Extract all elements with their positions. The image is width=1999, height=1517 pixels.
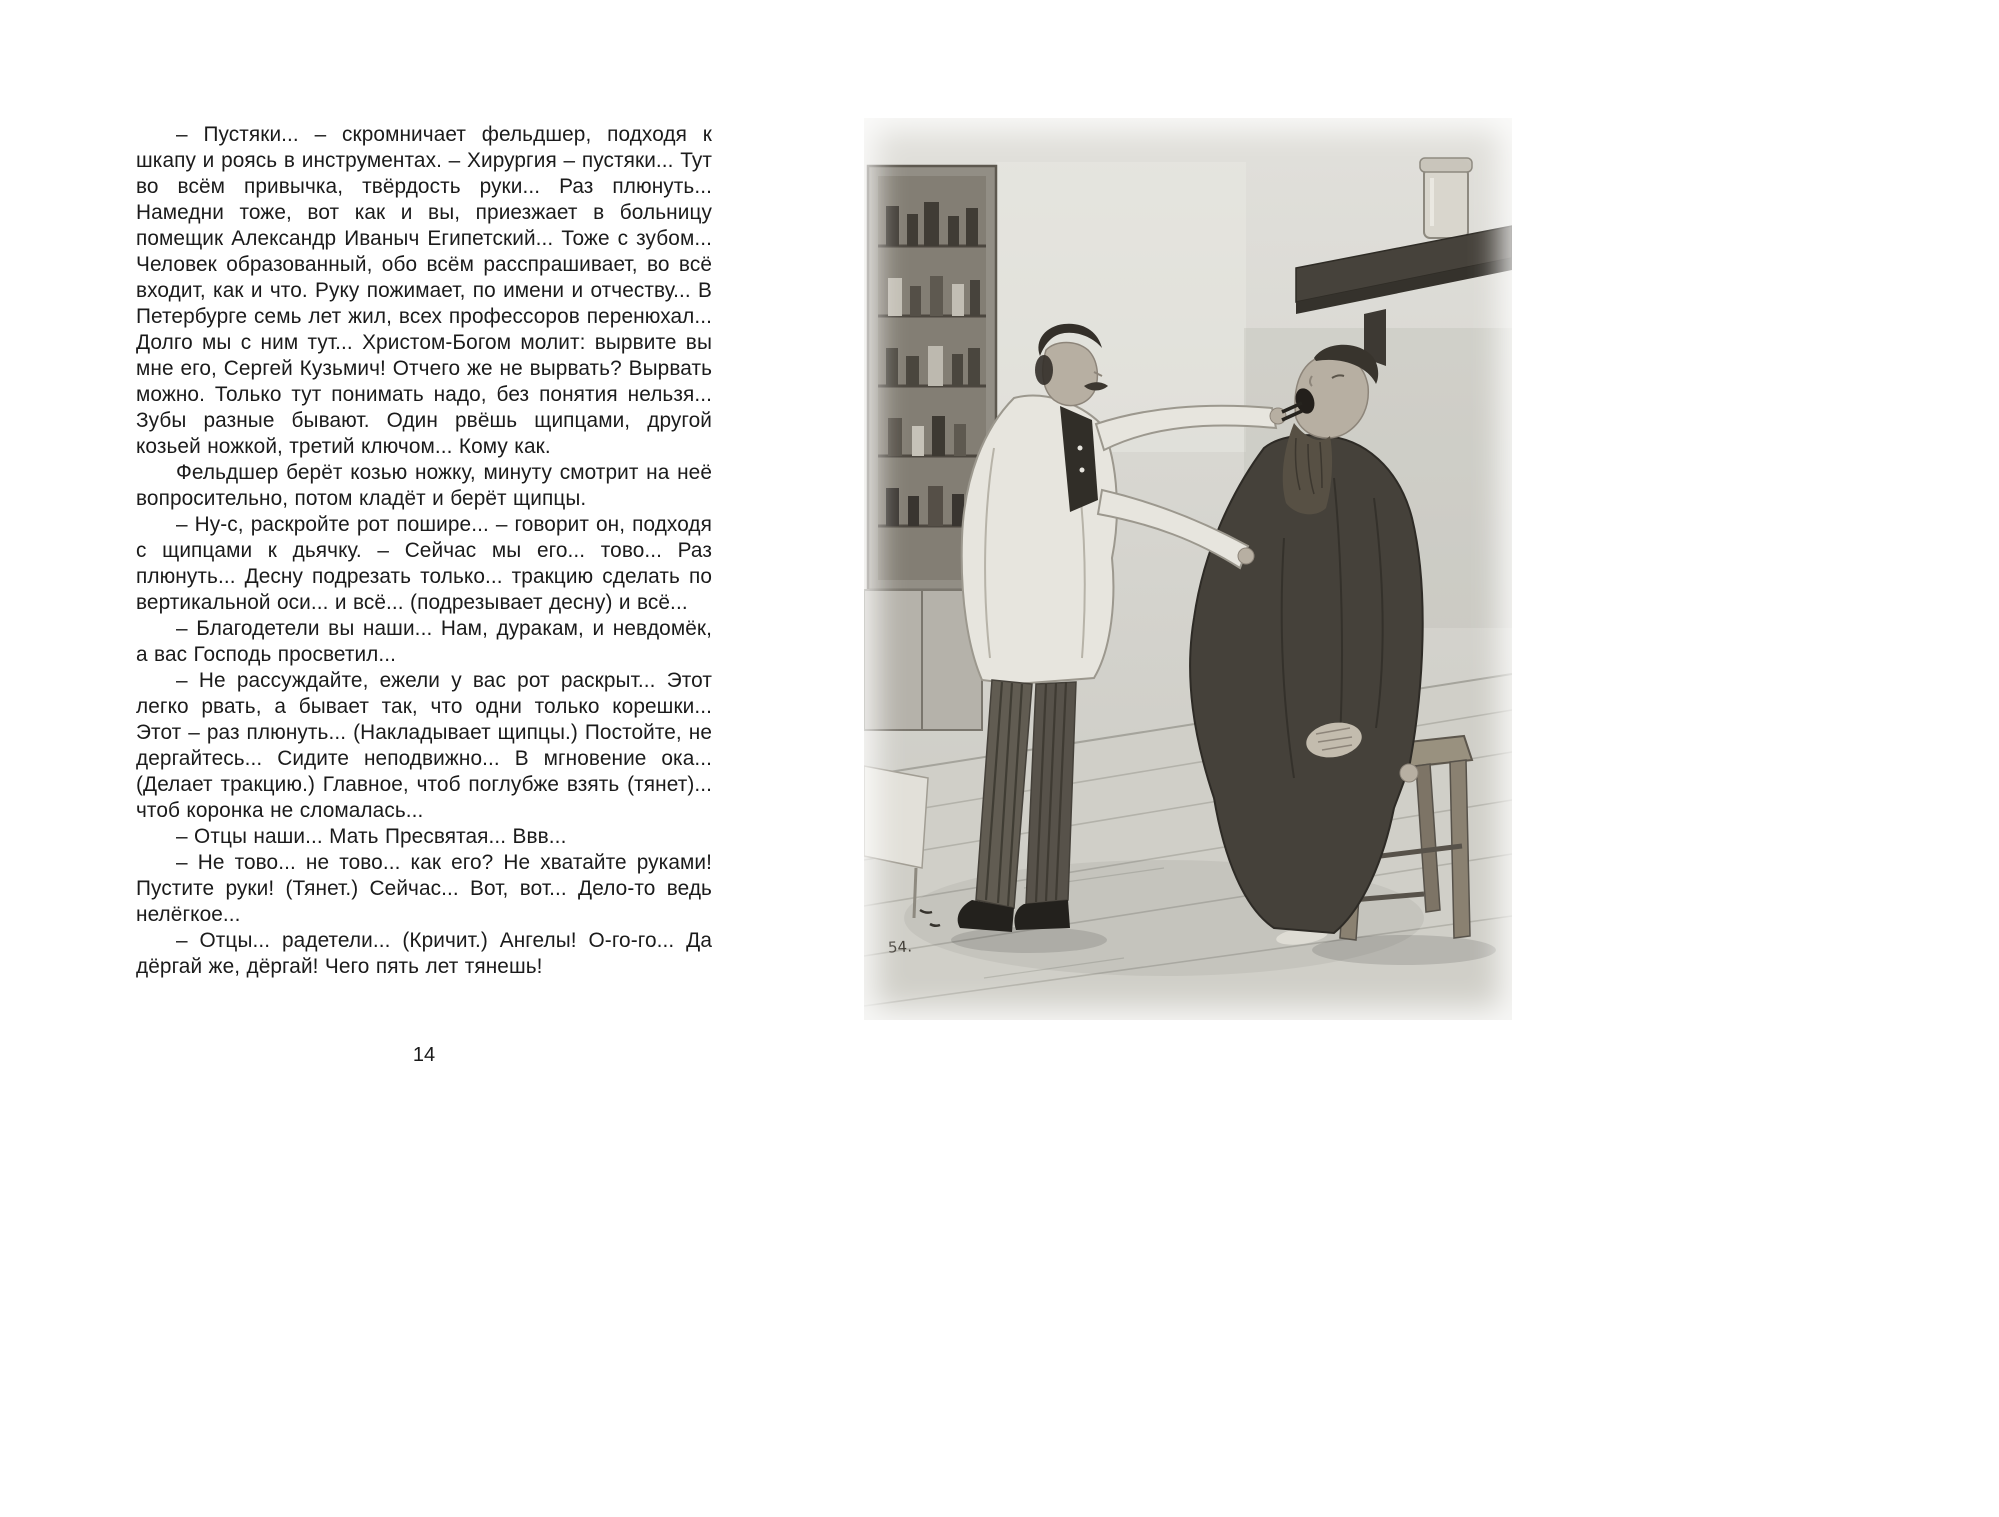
- illustration-signature: 54.: [887, 937, 913, 957]
- left-page-text: [136, 122, 712, 980]
- paragraph: – Отцы... радетели... (Кричит.) Ангелы! О-го-го... Да дёргай же, дёргай! Чего пять лет тянешь!: [136, 929, 712, 978]
- paragraph: – Благодетели вы наши... Нам, дуракам, и невдомёк, а вас Господь просветил...: [136, 617, 712, 666]
- illustration-drawing: [864, 118, 1512, 1020]
- paragraph: – Ну-с, раскройте рот пошире... – говорит он, подходя с щипцами к дьячку. – Сейчас мы его... тово... Раз плюнуть... Десну подрезать только... тракцию сделать по вертикальной оси... и всё... (подрезывает десну) и всё...: [136, 513, 712, 614]
- paragraph: – Отцы наши... Мать Пресвятая... Ввв...: [176, 825, 567, 848]
- page-number: 14: [412, 1044, 436, 1066]
- paragraph: Фельдшер берёт козью ножку, минуту смотрит на неё вопросительно, потом кладёт и берёт щипцы.: [136, 461, 712, 510]
- illustration-tooth-extraction: [864, 118, 1512, 1020]
- paragraph: – Не рассуждайте, ежели у вас рот раскрыт... Этот легко рвать, а бывает так, что одни только корешки... Этот – раз плюнуть... (Накладывает щипцы.) Постойте, не дергайтесь... Сидите неподвижно... В мгновение ока... (Делает тракцию.) Главное, чтоб поглубже взять (тянет)... чтоб коронка не сломалась...: [136, 669, 712, 822]
- paragraph: – Пустяки... – скромничает фельдшер, подходя к шкапу и роясь в инструментах. – Хирургия – пустяки... Тут во всём привычка, твёрдость руки... Раз плюнуть... Намедни тоже, вот как и вы, приезжает в больницу помещик Александр Иваныч Египетский... Тоже с зубом... Человек образованный, обо всём расспрашивает, во всё входит, как и что. Руку пожимает, по имени и отчеству... В Петербурге семь лет жил, всех профессоров перенюхал... Долго мы с ним тут... Христом-Богом молит: вырвите вы мне его, Сергей Кузьмич! Отчего же не вырвать? Вырвать можно. Только тут понимать надо, без понятия нельзя... Зубы разные бывают. Один рвёшь щипцами, другой козьей ножкой, третий ключом... Кому как.: [136, 123, 712, 458]
- paragraph: – Не тово... не тово... как его? Не хватайте руками! Пустите руки! (Тянет.) Сейчас... Вот, вот... Дело-то ведь нелёгкое...: [136, 851, 712, 926]
